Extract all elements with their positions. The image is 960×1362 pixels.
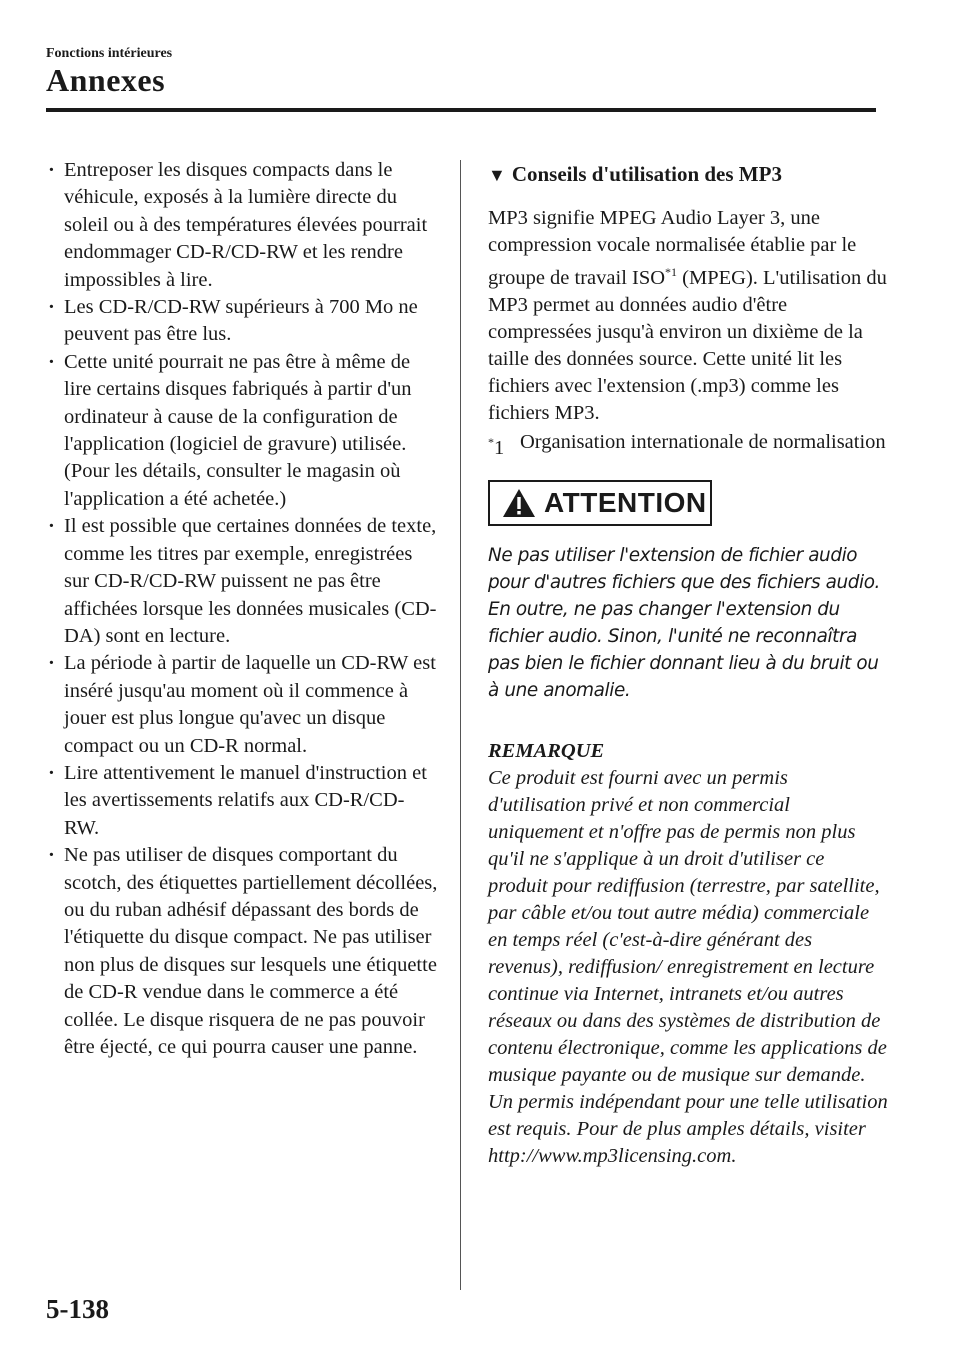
bullet-item: · Ne pas utiliser de disques comportant du scotch, des étiquettes partiellement décollées, ou du ruban adhésif dépassant des bords de l'étiquette du disque compact. Ne pas utiliser non plus de disques sur lesquels une étiquette de CD-R vendue dans le commerce a été collée. Le disque risquera de ne pas pouvoir être éjecté, ce qui pourra causer une panne.: [46, 842, 438, 1061]
column-divider: [460, 160, 461, 1290]
footnote-ref: *1: [665, 265, 678, 279]
right-column: [488, 160, 888, 1170]
footnote-mark: *1: [488, 434, 505, 459]
caution-text: Ne pas utiliser l'extension de fichier audio pour d'autres fichiers que des fichiers audio. En outre, ne pas changer l'extension du fichier audio. Sinon, l'unité ne reconnaîtra pas bien le fichier donnant lieu à du bruit ou à une anomalie.: [488, 544, 880, 701]
intro-text-part-1: MP3 signifie MPEG Audio Layer 3, une compression vocale normalisée établie par le groupe de travail ISO: [488, 207, 857, 289]
section-label: Fonctions intérieures: [46, 46, 173, 61]
header-rule: [46, 108, 876, 112]
bullet-item: · Entreposer les disques compacts dans le véhicule, exposés à la lumière directe du soleil ou à des températures élevées pourrait endommager CD-R/CD-RW et les rendre impossibles à lire.: [46, 157, 438, 294]
bullet-item: · Les CD-R/CD-RW supérieurs à 700 Mo ne peuvent pas être lus.: [46, 294, 438, 349]
left-column: [46, 157, 438, 1061]
warning-triangle-icon: [502, 488, 536, 518]
mp3-intro-paragraph: [488, 205, 888, 427]
intro-text-part-2: (MPEG). L'utilisation du MP3 permet au données audio d'être compressées jusqu'à environ un dixième de la taille des données source. Cette unité lit les fichiers avec l'extension (.mp3) comme les fichiers MP3.: [488, 266, 887, 424]
footnote-text: Organisation internationale de normalisation: [520, 430, 886, 453]
bullet-item: · Lire attentivement le manuel d'instruction et les avertissements relatifs aux CD-R/CD-RW.: [46, 760, 438, 842]
remark-heading: REMARQUE: [488, 739, 605, 762]
triangle-down-icon: ▼: [488, 165, 506, 185]
footnote: [488, 429, 888, 459]
section-heading: [488, 160, 888, 189]
section-heading-text: Conseils d'utilisation des MP3: [511, 162, 782, 186]
page-title: Annexes: [46, 62, 166, 98]
attention-box: [488, 480, 712, 526]
bullet-item: · Cette unité pourrait ne pas être à même de lire certains disques fabriqués à partir d'un ordinateur à cause de la configuration de l'application (logiciel de gravure) utilisée. (Pour les détails, consulter le magasin où l'application a été achetée.): [46, 349, 438, 513]
bullet-item: · La période à partir de laquelle un CD-RW est inséré jusqu'au moment où il commence à jouer est plus longue qu'avec un disque compact ou un CD-R normal.: [46, 650, 438, 760]
attention-label: ATTENTION: [544, 486, 707, 518]
bullet-item: · Il est possible que certaines données de texte, comme les titres par exemple, enregistrées sur CD-R/CD-RW puissent ne pas être affichées lorsque les données musicales (CD-DA) sont en lecture.: [46, 513, 438, 650]
remark-text: Ce produit est fourni avec un permis d'utilisation privé et non commercial uniquement et n'offre pas de permis non plus qu'il ne s'applique à un droit d'utiliser ce produit pour rediffusion (terrestre, par satellite, par câble et/ou tout autre média) commerciale en temps réel (c'est-à-dire générant des revenus), rediffusion/ enregistrement en lecture continue via Internet, intranets et/ou autres réseaux ou dans des systèmes de distribution de contenu électronique, comme les applications de musique payante ou de musique sur demande. Un permis indépendant pour une telle utilisation est requis. Pour de plus amples détails, visiter http://www.mp3licensing.com.: [488, 766, 888, 1167]
page-number: 5-138: [46, 1294, 109, 1324]
